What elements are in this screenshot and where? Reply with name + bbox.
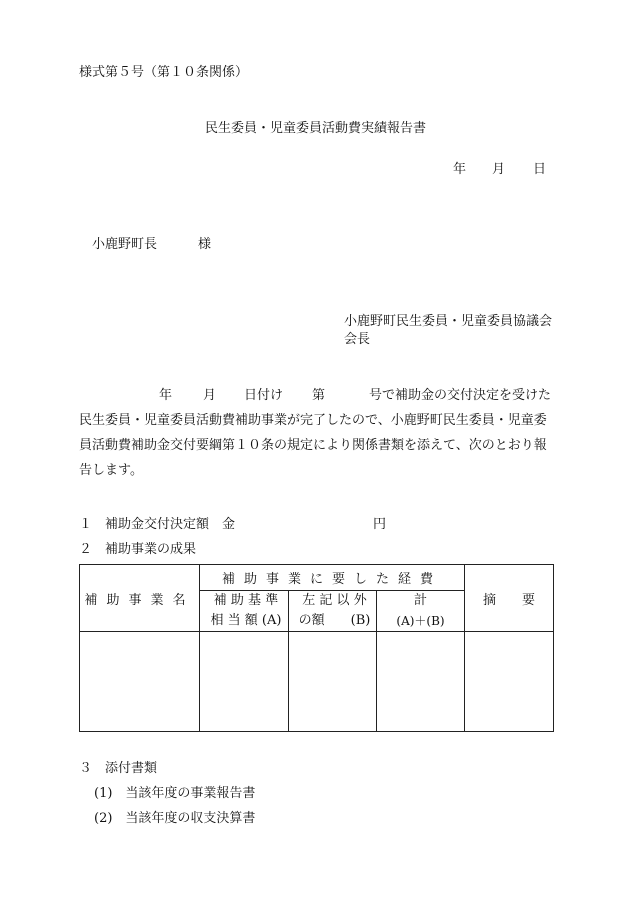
sender-organization: 小鹿野町民生委員・児童委員協議会	[344, 314, 553, 329]
body-date-year: 年	[159, 388, 173, 403]
body-text-line2: 民生委員・児童委員活動費補助事業が完了したので、小鹿野町民生委員・児童委	[79, 413, 547, 428]
attachment-item-2: (2) 当該年度の収支決算書	[94, 811, 256, 826]
results-table	[79, 564, 554, 732]
cell-remarks[interactable]	[465, 632, 554, 732]
header-expenses: 補助事業に要した経費	[200, 565, 465, 591]
document-title: 民生委員・児童委員活動費実績報告書	[205, 121, 427, 136]
cell-standard-amount[interactable]	[200, 632, 289, 732]
body-text-line3: 員活動費補助金交付要綱第１０条の規定により関係書類を添えて、次のとおり報	[79, 438, 547, 453]
sender-role: 会長	[344, 332, 371, 347]
date-day: 日	[533, 162, 547, 177]
table-row	[80, 632, 554, 732]
body-text-line4: 告します。	[79, 463, 143, 478]
section1-label: １ 補助金交付決定額 金	[79, 517, 236, 532]
cell-total[interactable]	[377, 632, 465, 732]
attachment-item-1: (1) 当該年度の事業報告書	[94, 786, 256, 801]
body-no-prefix: 第	[312, 388, 326, 403]
body-date-day: 日付け	[244, 388, 284, 403]
date-year: 年	[453, 162, 467, 177]
section2-label: ２ 補助事業の成果	[79, 542, 197, 557]
date-month: 月	[492, 162, 506, 177]
header-remarks: 摘 要	[465, 565, 554, 632]
cell-project-name[interactable]	[80, 632, 200, 732]
header-standard-amount: 補 助 基 準 相 当 額 (A)	[200, 591, 289, 632]
section3-label: ３ 添付書類	[79, 761, 158, 776]
cell-other-amount[interactable]	[289, 632, 377, 732]
header-total: 計 (A)＋(B)	[377, 591, 465, 632]
header-project-name: 補助事業名	[80, 565, 200, 632]
form-number: 様式第５号（第１０条関係）	[79, 65, 249, 80]
section1-unit: 円	[373, 517, 387, 532]
header-other-amount: 左 記 以 外 の額 (B)	[289, 591, 377, 632]
body-text-line1: 号で補助金の交付決定を受けた	[369, 388, 552, 403]
addressee-honorific: 様	[198, 237, 212, 252]
addressee-name: 小鹿野町長	[92, 237, 158, 252]
body-date-month: 月	[203, 388, 217, 403]
